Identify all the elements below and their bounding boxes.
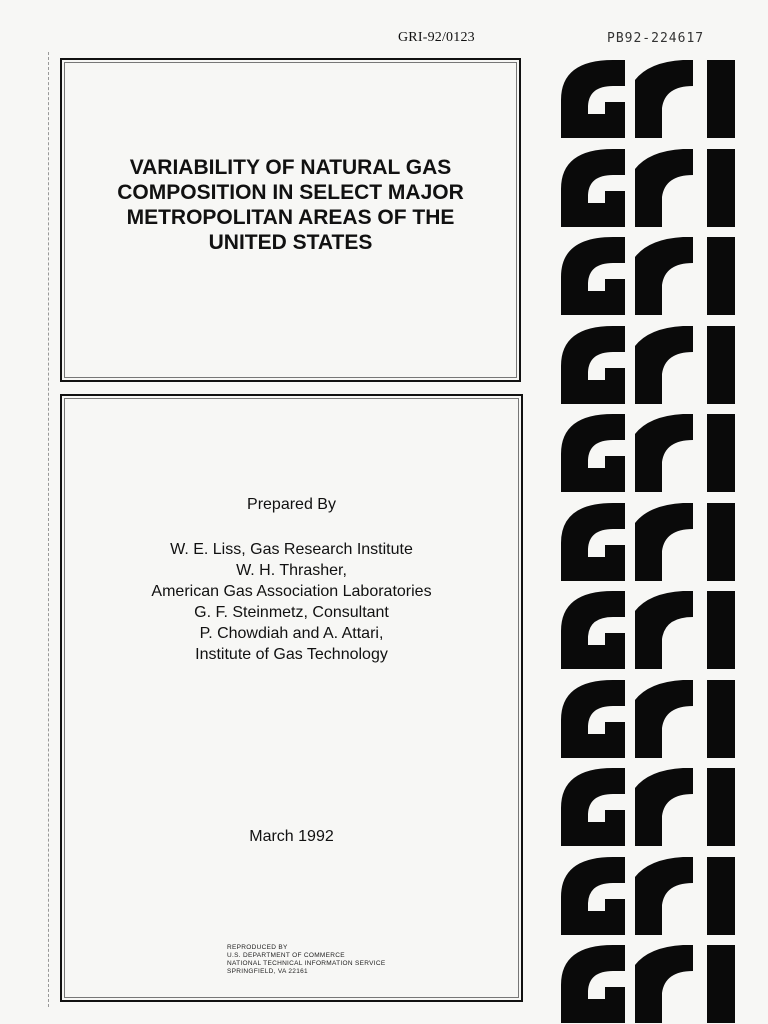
title-line-1: VARIABILITY OF NATURAL GAS: [129, 156, 452, 179]
gri-logo: [561, 145, 737, 227]
title-line-2: COMPOSITION IN SELECT MAJOR: [117, 181, 464, 204]
title-line-3: METROPOLITAN AREAS OF THE: [126, 206, 455, 229]
gri-logo-column: [561, 56, 737, 1024]
gri-logo: [561, 853, 737, 935]
details-box: [60, 394, 523, 1002]
gri-logo: [561, 410, 737, 492]
title-line-4: UNITED STATES: [208, 231, 373, 254]
gri-logo: [561, 56, 737, 138]
gri-logo: [561, 233, 737, 315]
gri-logo: [561, 764, 737, 846]
author-line: P. Chowdiah and A. Attari,: [199, 625, 384, 642]
stamp-line: REPRODUCED BY: [227, 944, 288, 951]
gri-logo: [561, 322, 737, 404]
title-box: [60, 58, 521, 382]
stamp-line: SPRINGFIELD, VA 22161: [227, 968, 308, 975]
scan-edge-line: [48, 52, 49, 1007]
gri-logo: [561, 676, 737, 758]
ntis-stamp: [227, 944, 386, 976]
gri-logo: [561, 499, 737, 581]
author-line: W. E. Liss, Gas Research Institute: [170, 541, 413, 558]
author-list: [62, 539, 521, 665]
publication-date: March 1992: [249, 828, 334, 845]
stamp-line: U.S. DEPARTMENT OF COMMERCE: [227, 952, 345, 959]
report-title: [62, 155, 519, 255]
author-line: G. F. Steinmetz, Consultant: [194, 604, 389, 621]
stamp-line: NATIONAL TECHNICAL INFORMATION SERVICE: [227, 960, 386, 967]
author-line: W. H. Thrasher,: [236, 562, 347, 579]
gri-logo: [561, 941, 737, 1023]
report-code: GRI-92/0123: [398, 30, 475, 45]
author-line: Institute of Gas Technology: [195, 646, 388, 663]
author-line: American Gas Association Laboratories: [151, 583, 432, 600]
prepared-by-label: Prepared By: [247, 496, 336, 513]
gri-logo: [561, 587, 737, 669]
pb-number: PB92-224617: [607, 31, 705, 46]
